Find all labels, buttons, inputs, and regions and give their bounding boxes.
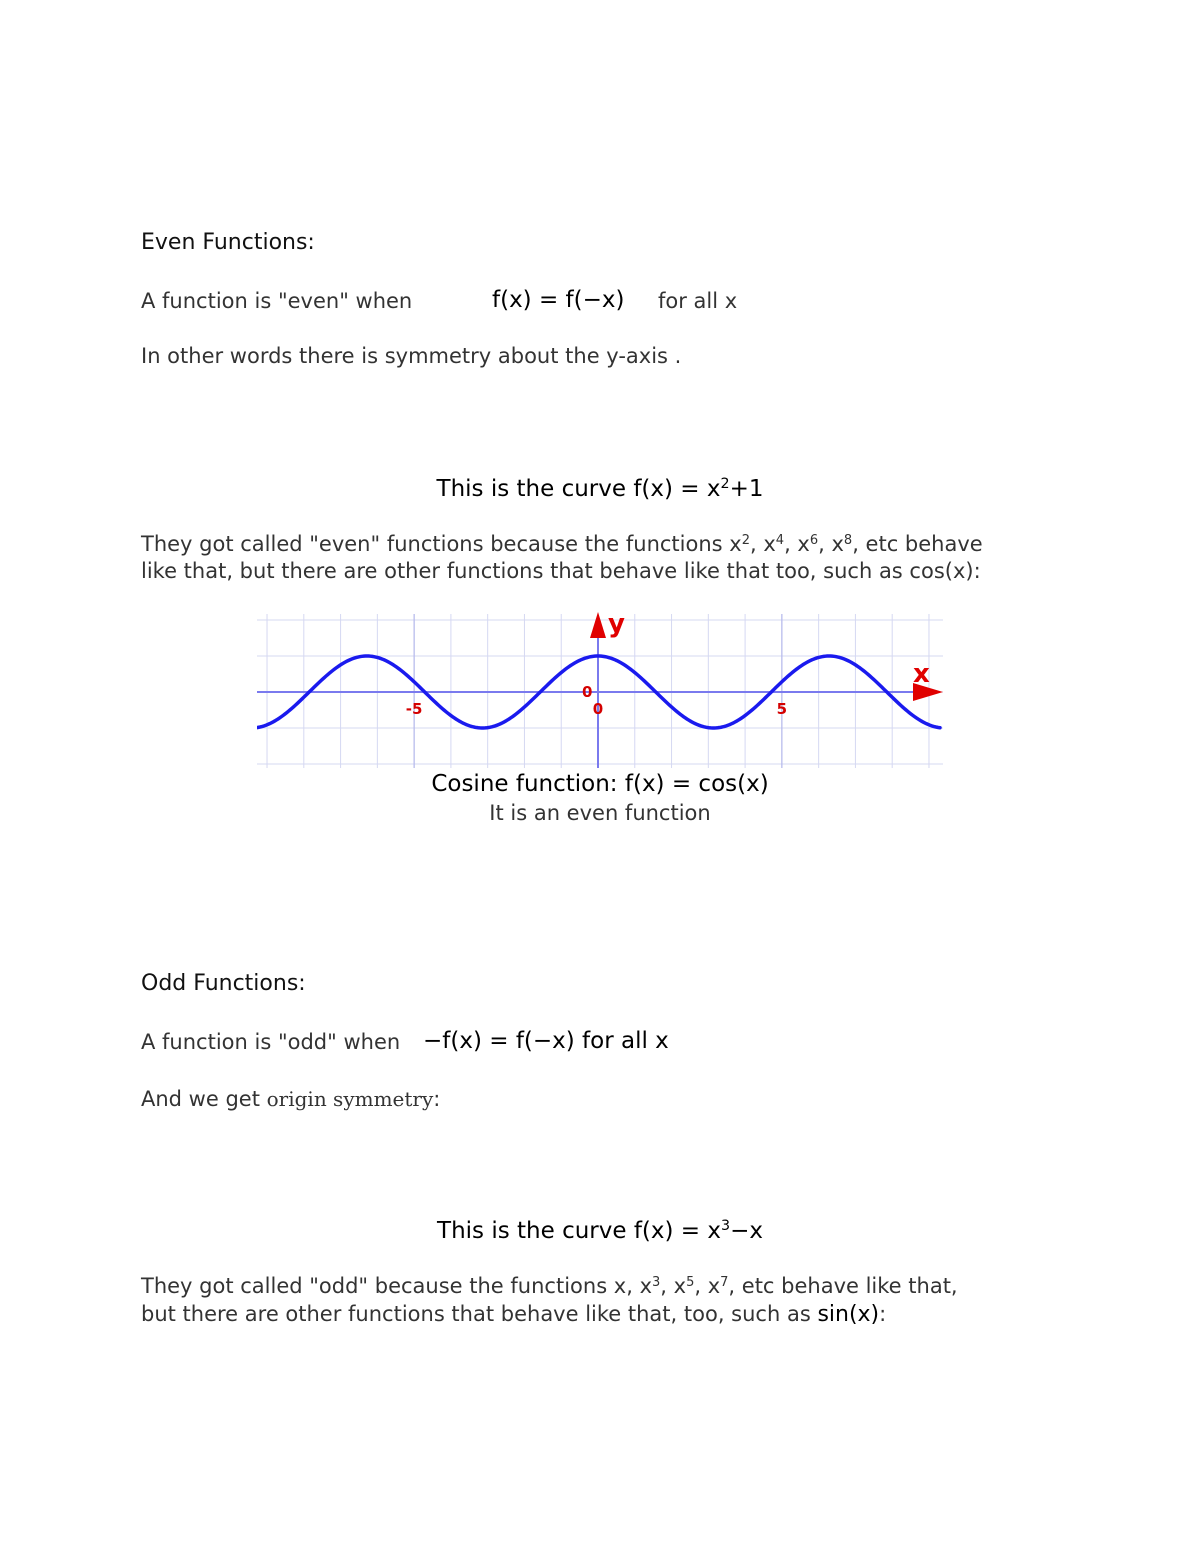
cosine-chart: [257, 606, 943, 768]
odd-paragraph-line1: They got called "odd" because the functions x, $x^3$, $x^5$, $x^7$, etc behave like that,: [141, 1274, 958, 1298]
even-paragraph-line2: like that, but there are other functions that behave like that too, such as cos(x):: [141, 559, 981, 583]
even-heading: Even Functions:: [141, 230, 315, 255]
origin-symmetry-phrase: origin symmetry: [266, 1087, 434, 1111]
chart-caption-title: Cosine function: f(x) = cos(x): [431, 771, 769, 797]
odd-definition-math: −f(x) = f(−x) for all x: [423, 1028, 669, 1054]
y-axis-label: y: [608, 609, 625, 639]
even-symmetry-text: In other words there is symmetry about the y-axis .: [141, 344, 682, 368]
chart-caption-subtitle: It is an even function: [489, 801, 711, 825]
even-definition-tail: for all x: [658, 289, 738, 313]
even-definition-text: A function is "even" when: [141, 289, 413, 313]
even-definition-math: f(x) = f(−x): [492, 287, 625, 313]
y-axis-arrow: [590, 612, 606, 638]
x-axis-label: x: [913, 659, 930, 689]
odd-heading: Odd Functions:: [141, 971, 306, 996]
x-tick-label-5: 5: [776, 700, 788, 718]
even-curve-title: This is the curve $f(x) = x^2+1$: [436, 476, 764, 502]
odd-definition-text: A function is "odd" when: [141, 1030, 401, 1054]
even-paragraph-line1: They got called "even" functions because the functions $x^2$, $x^4$, $x^6$, $x^8$, etc behave: [141, 532, 983, 556]
x-tick-label-0: 0: [592, 700, 604, 718]
odd-paragraph-line2: but there are other functions that behave like that, too, such as sin(x):: [141, 1302, 887, 1327]
odd-origin-text: And we get origin symmetry:: [141, 1087, 441, 1111]
x-tick-label-neg5: -5: [405, 700, 423, 718]
odd-curve-title: This is the curve $f(x) = x^3-x$: [437, 1218, 763, 1244]
origin-label: 0: [582, 683, 593, 701]
